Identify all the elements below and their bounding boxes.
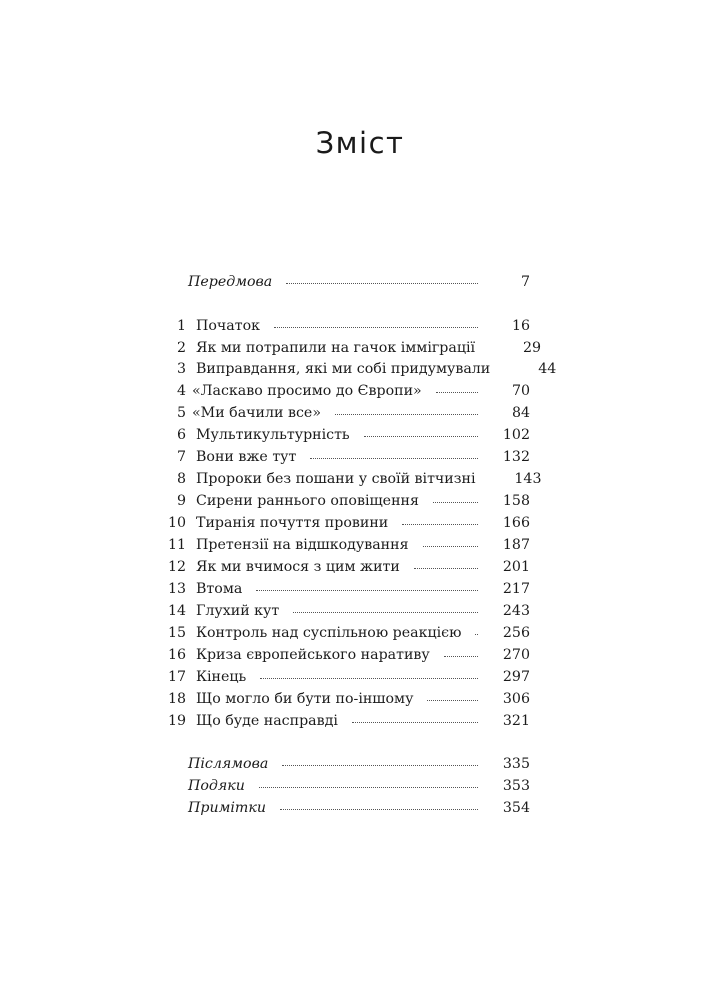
toc-entry-label: Примітки [188, 800, 266, 816]
toc-entry-page: 29 [522, 340, 542, 356]
dot-leader [475, 624, 478, 635]
chapter-number: 14 [167, 603, 186, 619]
toc-entry-page: 354 [502, 800, 530, 816]
dot-leader [256, 580, 478, 591]
chapter-number: 19 [167, 713, 186, 729]
toc-entry-chapter[interactable] [160, 315, 530, 337]
toc-entry-foreword[interactable] [160, 271, 530, 293]
toc-entry-label: Вони вже тут [196, 449, 297, 465]
dot-leader [364, 426, 478, 437]
chapter-number: 17 [167, 669, 186, 685]
toc-entry-label: Пророки без пошани у своїй вітчизні [196, 471, 476, 487]
toc-entry-page: 158 [502, 493, 530, 509]
dot-leader [280, 799, 478, 810]
toc-entry-page: 243 [502, 603, 530, 619]
toc-entry-page: 166 [502, 515, 530, 531]
toc-entry-label: Тиранія почуття провини [196, 515, 389, 531]
chapter-number: 6 [176, 427, 186, 443]
toc-entry-page: 44 [538, 361, 557, 377]
toc-entry-page: 335 [502, 756, 530, 772]
toc-entry-page: 143 [514, 471, 542, 487]
toc-entry-page: 132 [502, 449, 530, 465]
toc-entry-label: Глухий кут [196, 603, 280, 619]
dot-leader [260, 668, 478, 679]
dot-leader [427, 690, 478, 701]
toc-entry-label: Передмова [188, 274, 273, 290]
toc-entry-chapter[interactable] [160, 534, 530, 556]
toc-entry-chapter[interactable] [160, 710, 530, 732]
toc-entry-page: 187 [502, 537, 530, 553]
dot-leader [423, 536, 478, 547]
toc-entry-label: Втома [196, 581, 243, 597]
toc-entry-chapter[interactable] [160, 358, 557, 380]
toc-entry-label: «Ласкаво просимо до Європи» [192, 383, 422, 399]
toc-entry-page: 306 [502, 691, 530, 707]
toc-entry-label: Кінець [196, 669, 247, 685]
dot-leader [310, 448, 478, 459]
toc-entry-label: Початок [196, 318, 261, 334]
toc-entry-page: 353 [502, 778, 530, 794]
chapter-number: 8 [176, 471, 186, 487]
toc-entry-page: 102 [502, 427, 530, 443]
dot-leader [293, 602, 478, 613]
dot-leader [274, 317, 478, 328]
toc-entry-label: Післямова [188, 756, 269, 772]
toc-entry-chapter[interactable] [160, 512, 530, 534]
toc-entry-page: 270 [502, 647, 530, 663]
toc-entry-acknowledgements[interactable] [160, 775, 530, 797]
toc-entry-chapter[interactable] [160, 468, 542, 490]
toc-entry-chapter[interactable] [160, 622, 530, 644]
chapter-number: 10 [167, 515, 186, 531]
toc-entry-chapter[interactable] [160, 490, 530, 512]
dot-leader [444, 646, 478, 657]
chapter-number: 13 [167, 581, 186, 597]
toc-entry-afterword[interactable] [160, 753, 530, 775]
toc-entry-page: 7 [520, 274, 530, 290]
toc-entry-chapter[interactable] [160, 578, 530, 600]
toc-entry-label: Як ми потрапили на гачок імміграції [196, 340, 476, 356]
toc-entry-chapter[interactable] [160, 424, 530, 446]
toc-entry-label: Контроль над суспільною реакцією [196, 625, 462, 641]
toc-entry-chapter[interactable] [160, 402, 530, 424]
toc-entry-label: Виправдання, які ми собі придумували [196, 361, 491, 377]
toc-entry-page: 256 [502, 625, 530, 641]
toc-entry-chapter[interactable] [160, 337, 542, 359]
toc-entry-page: 297 [502, 669, 530, 685]
toc-entry-label: Сирени раннього оповіщення [196, 493, 419, 509]
toc-entry-label: «Ми бачили все» [192, 405, 321, 421]
toc-entry-label: Мультикультурність [196, 427, 350, 443]
chapter-number: 2 [176, 340, 186, 356]
page-title: Зміст [315, 126, 405, 160]
dot-leader [352, 712, 478, 723]
chapter-number: 11 [167, 537, 186, 553]
toc-entry-chapter[interactable] [160, 688, 530, 710]
toc-entry-page: 217 [502, 581, 530, 597]
toc-entry-notes[interactable] [160, 797, 530, 819]
chapter-number: 9 [176, 493, 186, 509]
chapter-number: 16 [167, 647, 186, 663]
toc-entry-label: Що могло би бути по-іншому [196, 691, 414, 707]
dot-leader [335, 404, 478, 415]
dot-leader [286, 273, 478, 284]
table-of-contents [160, 0, 557, 1000]
toc-entry-label: Подяки [188, 778, 245, 794]
chapter-number: 1 [176, 318, 186, 334]
toc-entry-chapter[interactable] [160, 380, 530, 402]
chapter-number: 4 [176, 383, 186, 399]
chapter-number: 15 [167, 625, 186, 641]
toc-entry-page: 70 [511, 383, 530, 399]
toc-entry-chapter[interactable] [160, 644, 530, 666]
toc-entry-chapter[interactable] [160, 666, 530, 688]
chapter-number: 7 [176, 449, 186, 465]
chapter-number: 18 [167, 691, 186, 707]
toc-entry-label: Криза європейського наративу [196, 647, 430, 663]
toc-entry-label: Як ми вчимося з цим жити [196, 559, 400, 575]
toc-entry-chapter[interactable] [160, 600, 530, 622]
chapter-number: 5 [176, 405, 186, 421]
dot-leader [259, 777, 478, 788]
toc-entry-label: Що буде насправді [196, 713, 338, 729]
toc-entry-page: 84 [511, 405, 530, 421]
dot-leader [433, 492, 478, 503]
chapter-number: 3 [176, 361, 186, 377]
dot-leader [402, 514, 478, 525]
dot-leader [436, 382, 478, 393]
dot-leader [282, 755, 478, 766]
chapter-number: 12 [167, 559, 186, 575]
toc-entry-page: 16 [511, 318, 530, 334]
toc-entry-chapter[interactable] [160, 556, 530, 578]
toc-entry-page: 201 [502, 559, 530, 575]
toc-entry-chapter[interactable] [160, 446, 530, 468]
toc-entry-label: Претензії на відшкодування [196, 537, 409, 553]
dot-leader [414, 558, 478, 569]
toc-entry-page: 321 [502, 713, 530, 729]
